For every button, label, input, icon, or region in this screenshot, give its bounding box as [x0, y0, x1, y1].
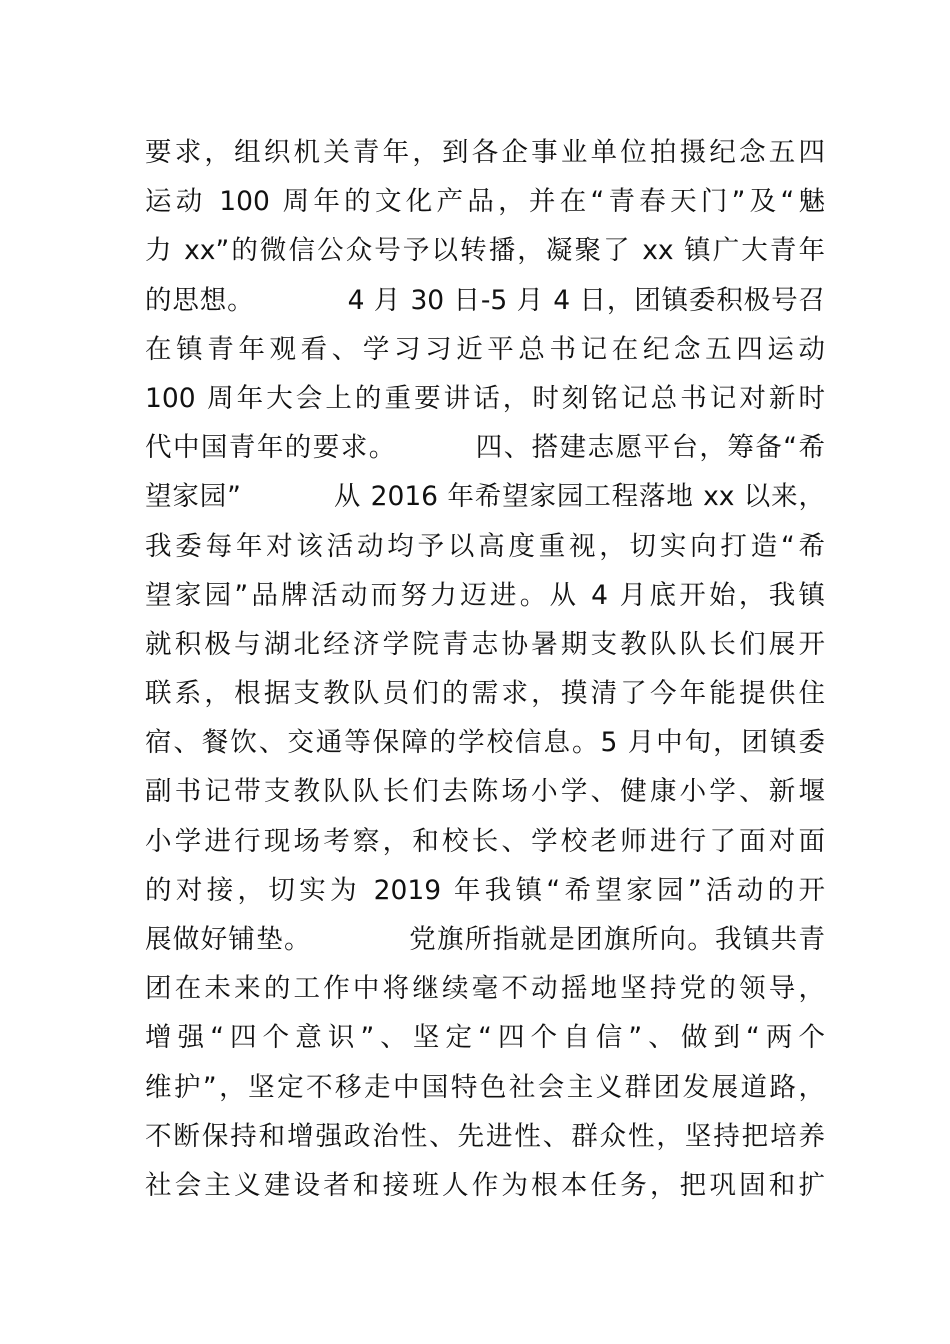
text-line-9: 我委每年对该活动均予以高度重视，切实向打造“希	[145, 530, 825, 562]
text-line-10: 望家园”品牌活动而努力迈进。从 4 月底开始，我镇	[145, 579, 825, 611]
text-line-3: 力 xx”的微信公众号予以转播，凝聚了 xx 镇广大青年	[145, 235, 825, 267]
text-line-21: 不断保持和增强政治性、先进性、群众性，坚持把培养	[145, 1120, 825, 1152]
text-line-6: 100 周年大会上的重要讲话，时刻铭记总书记对新时	[145, 382, 825, 414]
text-line-5: 在镇青年观看、学习习近平总书记在纪念五四运动	[145, 333, 825, 365]
text-line-12: 联系，根据支教队员们的需求，摸清了今年能提供住	[145, 678, 825, 710]
text-line-1: 要求，组织机关青年，到各企事业单位拍摄纪念五四	[145, 137, 825, 168]
text-line-13: 宿、餐饮、交通等保障的学校信息。5 月中旬，团镇委	[145, 727, 825, 759]
text-line-19: 增强“四个意识”、坚定“四个自信”、做到“两个	[145, 1022, 825, 1054]
text-line-22: 社会主义建设者和接班人作为根本任务，把巩固和扩	[145, 1169, 825, 1201]
text-line-18: 团在未来的工作中将继续毫不动摇地坚持党的领导，	[145, 973, 825, 1005]
body-text	[145, 128, 825, 1210]
text-line-16: 的对接，切实为 2019 年我镇“希望家园”活动的开	[145, 874, 825, 906]
text-line-11: 就积极与湖北经济学院青志协暑期支教队队长们展开	[145, 628, 825, 660]
text-line-4: 的思想。 4 月 30 日-5 月 4 日，团镇委积极号召	[145, 284, 825, 316]
text-line-20: 维护”，坚定不移走中国特色社会主义群团发展道路，	[145, 1071, 825, 1103]
text-line-2: 运动 100 周年的文化产品，并在“青春天门”及“魅	[145, 186, 825, 218]
text-line-15: 小学进行现场考察，和校长、学校老师进行了面对面	[145, 825, 825, 857]
text-line-14: 副书记带支教队队长们去陈场小学、健康小学、新堰	[145, 776, 825, 808]
text-line-17: 展做好铺垫。 党旗所指就是团旗所向。我镇共青	[145, 924, 825, 955]
text-line-8: 望家园” 从 2016 年希望家园工程落地 xx 以来，	[145, 481, 825, 513]
text-line-7: 代中国青年的要求。 四、搭建志愿平台，筹备“希	[145, 432, 825, 464]
